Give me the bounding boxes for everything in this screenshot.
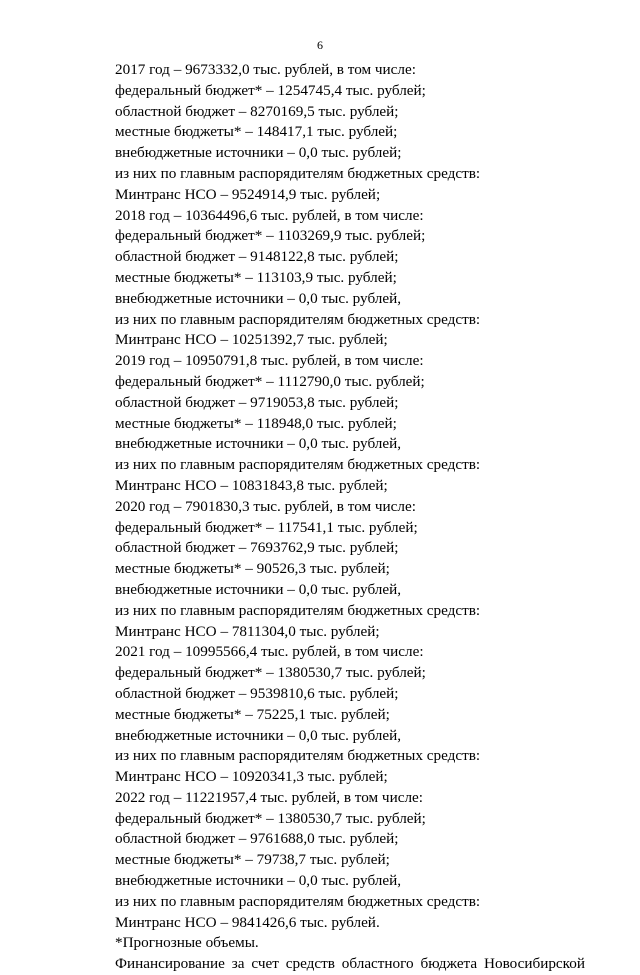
text-line: 2022 год – 11221957,4 тыс. рублей, в том числе: bbox=[115, 788, 423, 806]
document-body bbox=[115, 60, 585, 975]
text-line: 2021 год – 10995566,4 тыс. рублей, в том числе: bbox=[115, 643, 424, 661]
text-line: Минтранс НСО – 10831843,8 тыс. рублей; bbox=[115, 476, 388, 494]
text-line: 2019 год – 10950791,8 тыс. рублей, в том числе: bbox=[115, 352, 424, 370]
text-line: Минтранс НСО – 9524914,9 тыс. рублей; bbox=[115, 185, 381, 203]
text-line: 2020 год – 7901830,3 тыс. рублей, в том числе: bbox=[115, 497, 416, 515]
text-line: федеральный бюджет* – 117541,1 тыс. рублей; bbox=[115, 518, 418, 536]
text-line: из них по главным распорядителям бюджетных средств: bbox=[115, 747, 481, 765]
text-line: местные бюджеты* – 118948,0 тыс. рублей; bbox=[115, 414, 397, 432]
text-line: внебюджетные источники – 0,0 тыс. рублей, bbox=[115, 872, 402, 890]
text-line: внебюджетные источники – 0,0 тыс. рублей, bbox=[115, 435, 402, 453]
text-line: Минтранс НСО – 10920341,3 тыс. рублей; bbox=[115, 768, 388, 786]
page-number: 6 bbox=[317, 38, 323, 52]
paragraph-start: Финансирование за счет средств областного бюджета Новосибирской bbox=[115, 955, 585, 973]
text-line: из них по главным распорядителям бюджетных средств: bbox=[115, 892, 481, 910]
text-line: местные бюджеты* – 148417,1 тыс. рублей; bbox=[115, 123, 398, 141]
text-line: местные бюджеты* – 79738,7 тыс. рублей; bbox=[115, 851, 390, 869]
text-line: из них по главным распорядителям бюджетных средств: bbox=[115, 310, 481, 328]
text-line: федеральный бюджет* – 1112790,0 тыс. рублей; bbox=[115, 372, 425, 390]
text-line: местные бюджеты* – 75225,1 тыс. рублей; bbox=[115, 705, 390, 723]
text-line: из них по главным распорядителям бюджетных средств: bbox=[115, 456, 481, 474]
text-line: областной бюджет – 7693762,9 тыс. рублей; bbox=[115, 539, 399, 557]
text-line: местные бюджеты* – 90526,3 тыс. рублей; bbox=[115, 560, 390, 578]
text-line: Минтранс НСО – 7811304,0 тыс. рублей; bbox=[115, 622, 380, 640]
text-line: внебюджетные источники – 0,0 тыс. рублей, bbox=[115, 726, 402, 744]
text-line: областной бюджет – 9539810,6 тыс. рублей; bbox=[115, 684, 399, 702]
text-line: внебюджетные источники – 0,0 тыс. рублей, bbox=[115, 289, 402, 307]
text-line: внебюджетные источники – 0,0 тыс. рублей, bbox=[115, 580, 402, 598]
text-line: Минтранс НСО – 9841426,6 тыс. рублей. bbox=[115, 913, 380, 931]
text-line: областной бюджет – 9719053,8 тыс. рублей; bbox=[115, 393, 399, 411]
text-line: областной бюджет – 9148122,8 тыс. рублей; bbox=[115, 248, 399, 266]
text-line: местные бюджеты* – 113103,9 тыс. рублей; bbox=[115, 268, 397, 286]
text-line: областной бюджет – 9761688,0 тыс. рублей; bbox=[115, 830, 399, 848]
text-line: федеральный бюджет* – 1380530,7 тыс. рублей; bbox=[115, 809, 426, 827]
text-line: 2018 год – 10364496,6 тыс. рублей, в том числе: bbox=[115, 206, 424, 224]
text-line: 2017 год – 9673332,0 тыс. рублей, в том числе: bbox=[115, 61, 416, 78]
text-line: федеральный бюджет* – 1254745,4 тыс. рублей; bbox=[115, 81, 426, 99]
text-line: из них по главным распорядителям бюджетных средств: bbox=[115, 601, 481, 619]
footnote: *Прогнозные объемы. bbox=[115, 934, 259, 952]
text-line: федеральный бюджет* – 1103269,9 тыс. рублей; bbox=[115, 227, 426, 245]
text-line: федеральный бюджет* – 1380530,7 тыс. рублей; bbox=[115, 664, 426, 682]
text-line: внебюджетные источники – 0,0 тыс. рублей; bbox=[115, 144, 402, 162]
text-line: областной бюджет – 8270169,5 тыс. рублей; bbox=[115, 102, 399, 120]
text-line: Минтранс НСО – 10251392,7 тыс. рублей; bbox=[115, 331, 388, 349]
text-line: из них по главным распорядителям бюджетных средств: bbox=[115, 164, 481, 182]
